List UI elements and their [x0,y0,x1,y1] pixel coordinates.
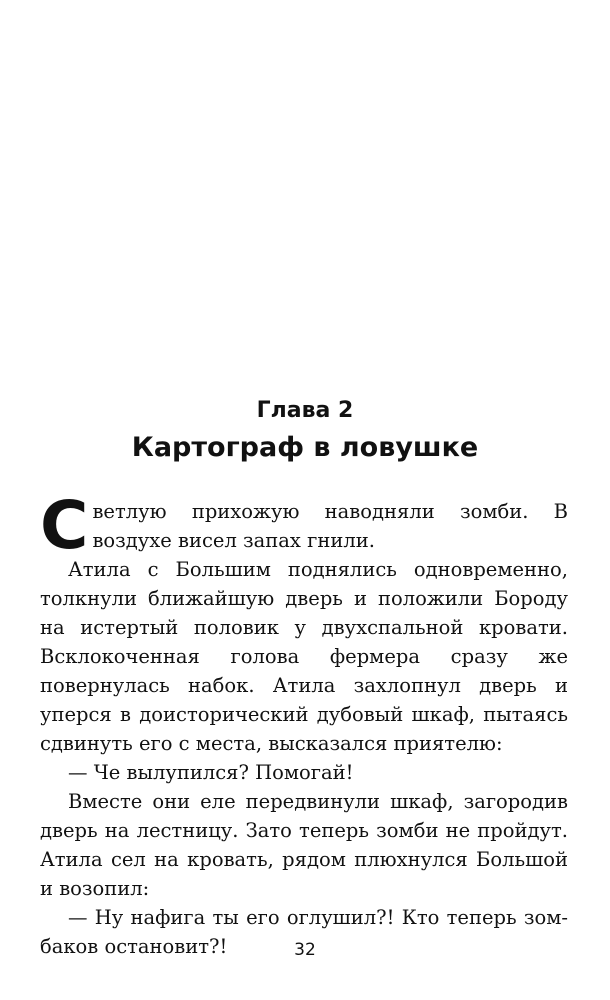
paragraph-4: Вместе они еле передвинули шкаф, загородив дверь на лестницу. Зато теперь зомби не пройдут. Атила сел на кровать, рядом плюхнулся Большой и возопил: [40,790,568,900]
paragraph-1-text: ветлую прихожую наводняли зомби. В воздухе висел запах гнили. [92,500,568,552]
paragraph-2: Атила с Большим поднялись одновременно, толкнули ближайшую дверь и положили Бороду на истертый половик у двухспальной кровати. Всклокоченная голова фермера сразу же повернулась набок. Атила захлопнул дверь и уперся в доисторический дубовый шкаф, пытаясь сдвинуть его с места, высказался приятелю: [40,558,568,755]
paragraph-1 [40,487,568,564]
paragraph-5: — Ну нафига ты его оглушил?! Кто теперь зомбаков остановит?! [40,906,568,958]
page-number: 32 [294,940,316,960]
drop-cap: С [40,487,89,564]
chapter-title: Картограф в ловушке [131,432,479,463]
chapter-number: Глава 2 [256,398,354,423]
paragraph-3: — Че вылупился? Помогай! [68,761,354,784]
chapter-body [40,487,568,961]
